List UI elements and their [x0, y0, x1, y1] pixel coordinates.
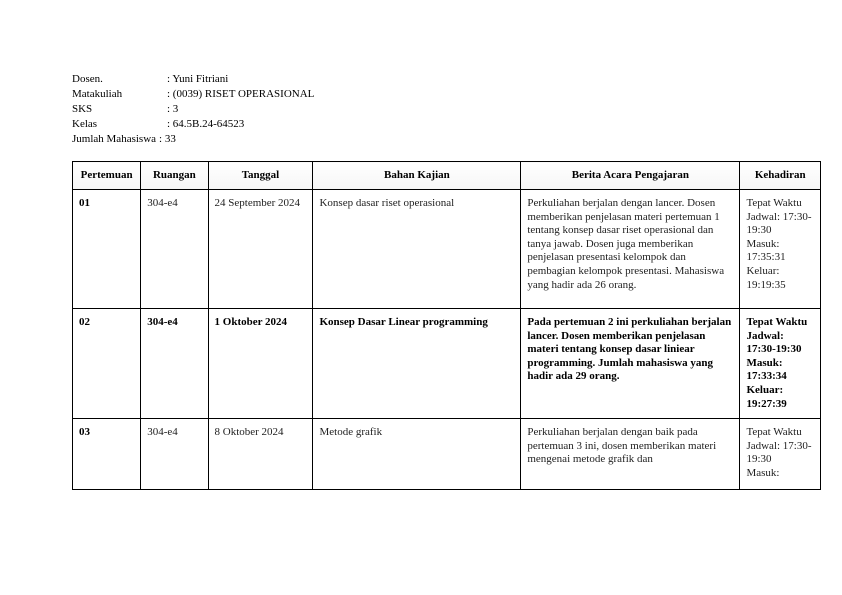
ruangan-cell: 304-e4 — [141, 190, 208, 309]
kehadiran-cell — [740, 309, 821, 419]
kelas-label: Kelas — [72, 118, 98, 130]
kehadiran-status: Tepat Waktu — [746, 316, 808, 328]
teaching-record-table — [72, 161, 821, 490]
dosen-row — [72, 72, 314, 87]
kehadiran-masuk: Masuk: 17:35:31 — [746, 237, 786, 264]
header-pertemuan: Pertemuan — [73, 162, 141, 190]
header-berita-acara: Berita Acara Pengajaran — [521, 162, 740, 190]
bahan-kajian-cell: Konsep dasar riset operasional — [313, 190, 521, 309]
berita-acara-cell: Perkuliahan berjalan dengan lancer. Dosen memberikan penjelasan materi pertemuan 1 tentang konsep dasar riset operasional dan tanya jawab. Dosen juga memberikan penjelasan presentasi kelompok dan pembagian kelompok presentasi. Mahasiswa yang hadir ada 26 orang. — [521, 190, 740, 309]
header-tanggal: Tanggal — [208, 162, 313, 190]
dosen-value: : Yuni Fitriani — [167, 73, 229, 85]
kehadiran-keluar: Keluar: 19:19:35 — [746, 264, 786, 291]
kelas-value: : 64.5B.24-64523 — [167, 118, 245, 130]
kehadiran-masuk: Masuk: — [746, 466, 780, 479]
tanggal-cell: 8 Oktober 2024 — [208, 419, 313, 490]
jumlah-mahasiswa-label: Jumlah Mahasiswa — [72, 133, 157, 145]
table-row — [73, 419, 821, 490]
table-header-row — [73, 162, 821, 190]
kehadiran-jadwal: Jadwal: 17:30-19:30 — [746, 329, 802, 356]
pertemuan-cell: 01 — [73, 190, 141, 309]
matakuliah-value: : (0039) RISET OPERASIONAL — [167, 88, 315, 100]
matakuliah-row — [72, 87, 314, 102]
table-row — [73, 190, 821, 309]
sks-label: SKS — [72, 103, 93, 115]
kehadiran-jadwal: Jadwal: 17:30-19:30 — [746, 439, 812, 466]
kehadiran-jadwal: Jadwal: 17:30-19:30 — [746, 210, 812, 237]
jumlah-mahasiswa-value: : 33 — [159, 133, 176, 145]
header-ruangan: Ruangan — [141, 162, 208, 190]
course-info — [72, 72, 314, 147]
kehadiran-status: Tepat Waktu — [746, 197, 802, 209]
kehadiran-cell — [740, 190, 821, 309]
kelas-row — [72, 117, 314, 132]
berita-acara-cell: Perkuliahan berjalan dengan baik pada pertemuan 3 ini, dosen memberikan materi mengenai metode grafik dan — [521, 419, 740, 490]
kehadiran-keluar: Keluar: 19:27:39 — [746, 383, 787, 410]
header-kehadiran: Kehadiran — [740, 162, 821, 190]
header-bahan-kajian: Bahan Kajian — [313, 162, 521, 190]
dosen-label: Dosen. — [72, 73, 103, 85]
sks-value: : 3 — [167, 103, 179, 115]
table-row — [73, 309, 821, 419]
bahan-kajian-cell: Metode grafik — [313, 419, 521, 490]
sks-row — [72, 102, 314, 117]
kehadiran-status: Tepat Waktu — [746, 426, 802, 438]
tanggal-cell: 1 Oktober 2024 — [208, 309, 313, 419]
matakuliah-label: Matakuliah — [72, 88, 123, 100]
kehadiran-masuk: Masuk: 17:33:34 — [746, 356, 787, 383]
tanggal-cell: 24 September 2024 — [208, 190, 313, 309]
ruangan-cell: 304-e4 — [141, 309, 208, 419]
pertemuan-cell: 03 — [73, 419, 141, 490]
kehadiran-cell — [740, 419, 821, 490]
jumlah-mahasiswa-row — [72, 132, 314, 147]
ruangan-cell: 304-e4 — [141, 419, 208, 490]
pertemuan-cell: 02 — [73, 309, 141, 419]
bahan-kajian-cell: Konsep Dasar Linear programming — [313, 309, 521, 419]
berita-acara-cell: Pada pertemuan 2 ini perkuliahan berjalan lancer. Dosen memberikan penjelasan materi tentang konsep dasar liniear programming. Jumlah mahasiswa yang hadir ada 29 orang. — [521, 309, 740, 419]
